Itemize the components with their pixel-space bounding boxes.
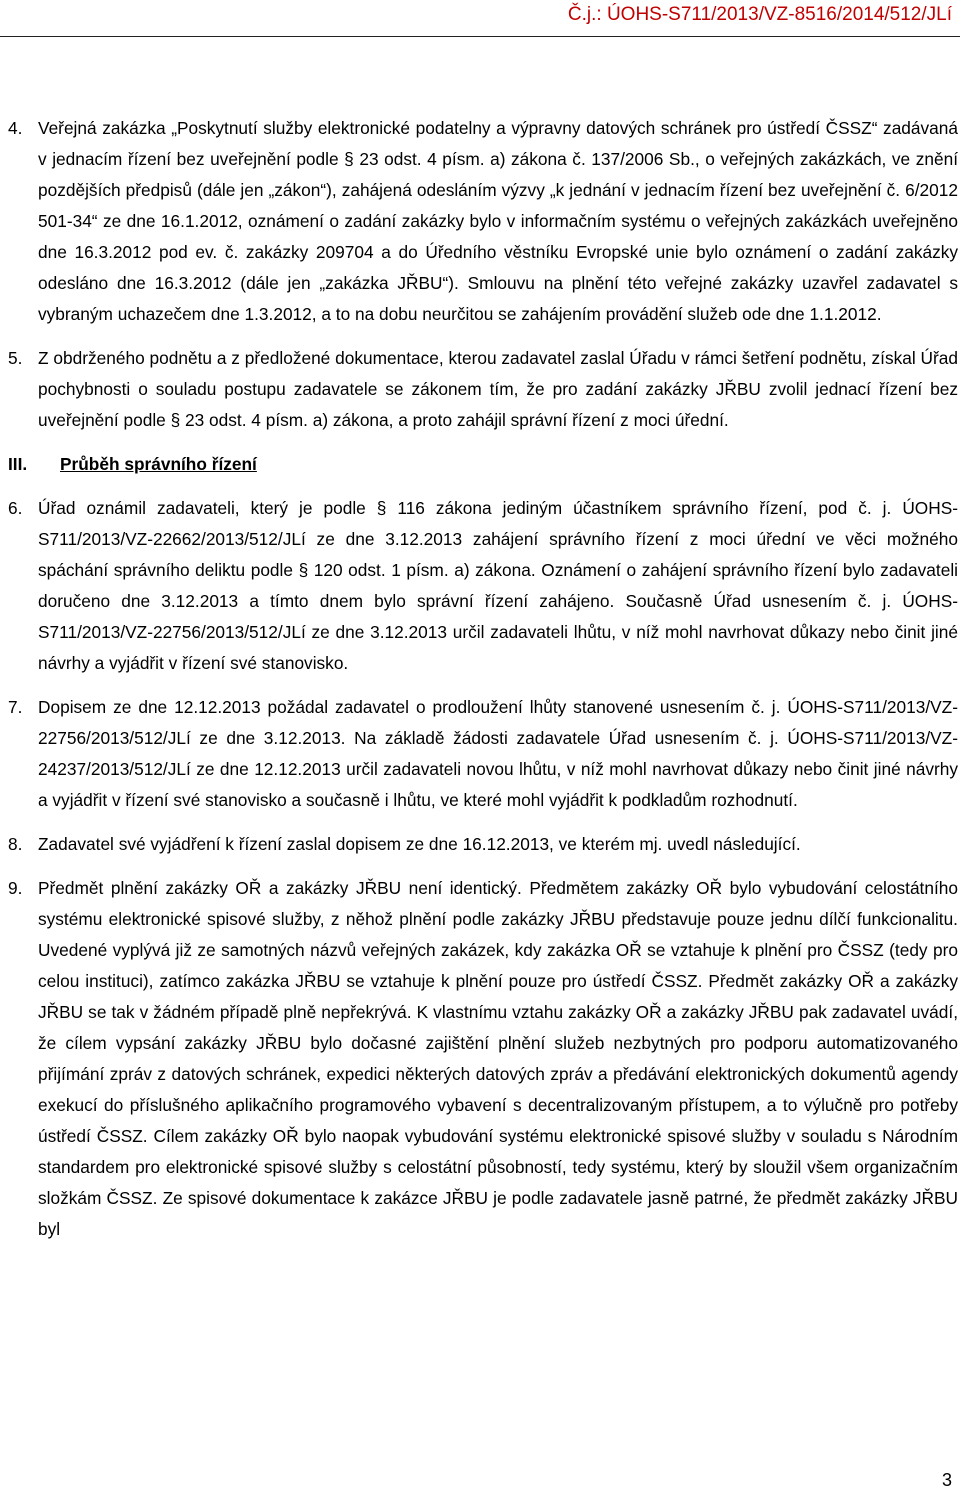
section-heading — [0, 449, 960, 480]
paragraph-text: Z obdrženého podnětu a z předložené dokumentace, kterou zadavatel zaslal Úřadu v rámci šetření podnětu, získal Úřad pochybnosti o souladu postupu zadavatele se zákonem tím, že pro zadání zakázky JŘBU zvolil jednací řízení bez uveřejnění podle § 23 odst. 4 písm. a) zákona, a proto zahájil správní řízení z moci úřední. — [38, 348, 958, 430]
paragraph-9 — [0, 873, 958, 1245]
paragraph-8 — [0, 829, 958, 860]
paragraph-4 — [0, 113, 958, 330]
paragraph-number: 7. — [8, 697, 23, 717]
paragraph-number: 6. — [8, 498, 23, 518]
paragraph-5 — [0, 343, 958, 436]
header-divider — [0, 36, 960, 37]
section-number: III. — [8, 454, 28, 474]
paragraph-number: 8. — [8, 834, 23, 854]
paragraph-text: Veřejná zakázka „Poskytnutí služby elektronické podatelny a výpravny datových schránek pro ústředí ČSSZ“ zadávaná v jednacím řízení bez uveřejnění podle § 23 odst. 4 písm. a) zákona č. 137/2006 Sb., o veřejných zakázkách, ve znění pozdějších předpisů (dále jen „zákon“), zahájená odesláním výzvy „k jednání v jednacím řízení bez uveřejnění č. 6/2012 501-34“ ze dne 16.1.2012, oznámení o zadání zakázky bylo v informačním systému o veřejných zakázkách uveřejněno dne 16.3.2012 pod ev. č. zakázky 209704 a do Úředního věstníku Evropské unie bylo oznámení o zadání zakázky odesláno dne 16.3.2012 (dále jen „zakázka JŘBU“). Smlouvu na plnění této veřejné zakázky uzavřel zadavatel s vybraným uchazečem dne 1.3.2012, a to na dobu neurčitou se zahájením provádění služeb ode dne 1.1.2012. — [38, 118, 958, 324]
document-reference-number: Č.j.: ÚOHS-S711/2013/VZ-8516/2014/512/JLí — [567, 4, 952, 25]
paragraph-text: Dopisem ze dne 12.12.2013 požádal zadavatel o prodloužení lhůty stanovené usnesením č. j. ÚOHS-S711/2013/VZ-22756/2013/512/JLí ze dne 3.12.2013. Na základě žádosti zadavatele Úřad usnesením č. j. ÚOHS-S711/2013/VZ-24237/2013/512/JLí ze dne 12.12.2013 určil zadavateli novou lhůtu, v níž mohl navrhovat důkazy nebo činit jiné návrhy a vyjádřit v řízení své stanovisko a současně i lhůtu, ve které mohl vyjádřit k podkladům rozhodnutí. — [38, 697, 958, 810]
paragraph-6 — [0, 493, 958, 679]
paragraph-text: Zadavatel své vyjádření k řízení zaslal dopisem ze dne 16.12.2013, ve kterém mj. uvedl následující. — [38, 834, 801, 854]
paragraph-number: 5. — [8, 348, 23, 368]
section-title: Průběh správního řízení — [60, 454, 257, 474]
paragraph-text: Úřad oznámil zadavateli, který je podle § 116 zákona jediným účastníkem správního řízení, pod č. j. ÚOHS-S711/2013/VZ-22662/2013/512/JLí ze dne 3.12.2013 zahájení správního řízení z moci úřední ve věci možného spáchání správního deliktu podle § 120 odst. 1 písm. a) zákona. Oznámení o zahájení správního řízení bylo zadavateli doručeno dne 3.12.2013 a tímto dnem bylo správní řízení zahájeno. Současně Úřad usnesením č. j. ÚOHS-S711/2013/VZ-22756/2013/512/JLí ze dne 3.12.2013 určil zadavateli lhůtu, v níž mohl navrhovat důkazy nebo činit jiné návrhy a vyjádřit v řízení své stanovisko. — [38, 498, 958, 673]
document-body — [0, 113, 960, 1258]
paragraph-number: 4. — [8, 118, 23, 138]
page-number: 3 — [941, 1470, 952, 1490]
paragraph-7 — [0, 692, 958, 816]
paragraph-number: 9. — [8, 878, 23, 898]
paragraph-text: Předmět plnění zakázky OŘ a zakázky JŘBU není identický. Předmětem zakázky OŘ bylo vybudování celostátního systému elektronické spisové služby, z něhož plnění podle zakázky JŘBU představuje pouze jednu dílčí funkcionalitu. Uvedené vyplývá již ze samotných názvů veřejných zakázek, kdy zakázka OŘ se vztahuje k plnění pro ČSSZ (tedy pro celou instituci), zatímco zakázka JŘBU se vztahuje k plnění pouze pro ústředí ČSSZ. Předmět zakázky OŘ a zakázky JŘBU se tak v žádném případě plně nepřekrývá. K vlastnímu vztahu zakázky OŘ a zakázky JŘBU pak zadavatel uvádí, že cílem vypsání zakázky JŘBU bylo dočasné zajištění plnění služeb nezbytných pro podporu automatizovaného přijímání zpráv z datových schránek, expedici některých datových zpráv a předávání elektronických dokumentů agendy exekucí do příslušného aplikačního programového vybavení s decentralizovaným přístupem, a to výlučně pro potřeby ústředí ČSSZ. Cílem zakázky OŘ bylo naopak vybudování systému elektronické spisové služby v souladu s Národním standardem pro elektronické spisové služby s celostátní působností, tedy systému, který by sloužil všem organizačním složkám ČSSZ. Ze spisové dokumentace k zakázce JŘBU je podle zadavatele jasně patrné, že předmět zakázky JŘBU byl — [38, 878, 958, 1239]
